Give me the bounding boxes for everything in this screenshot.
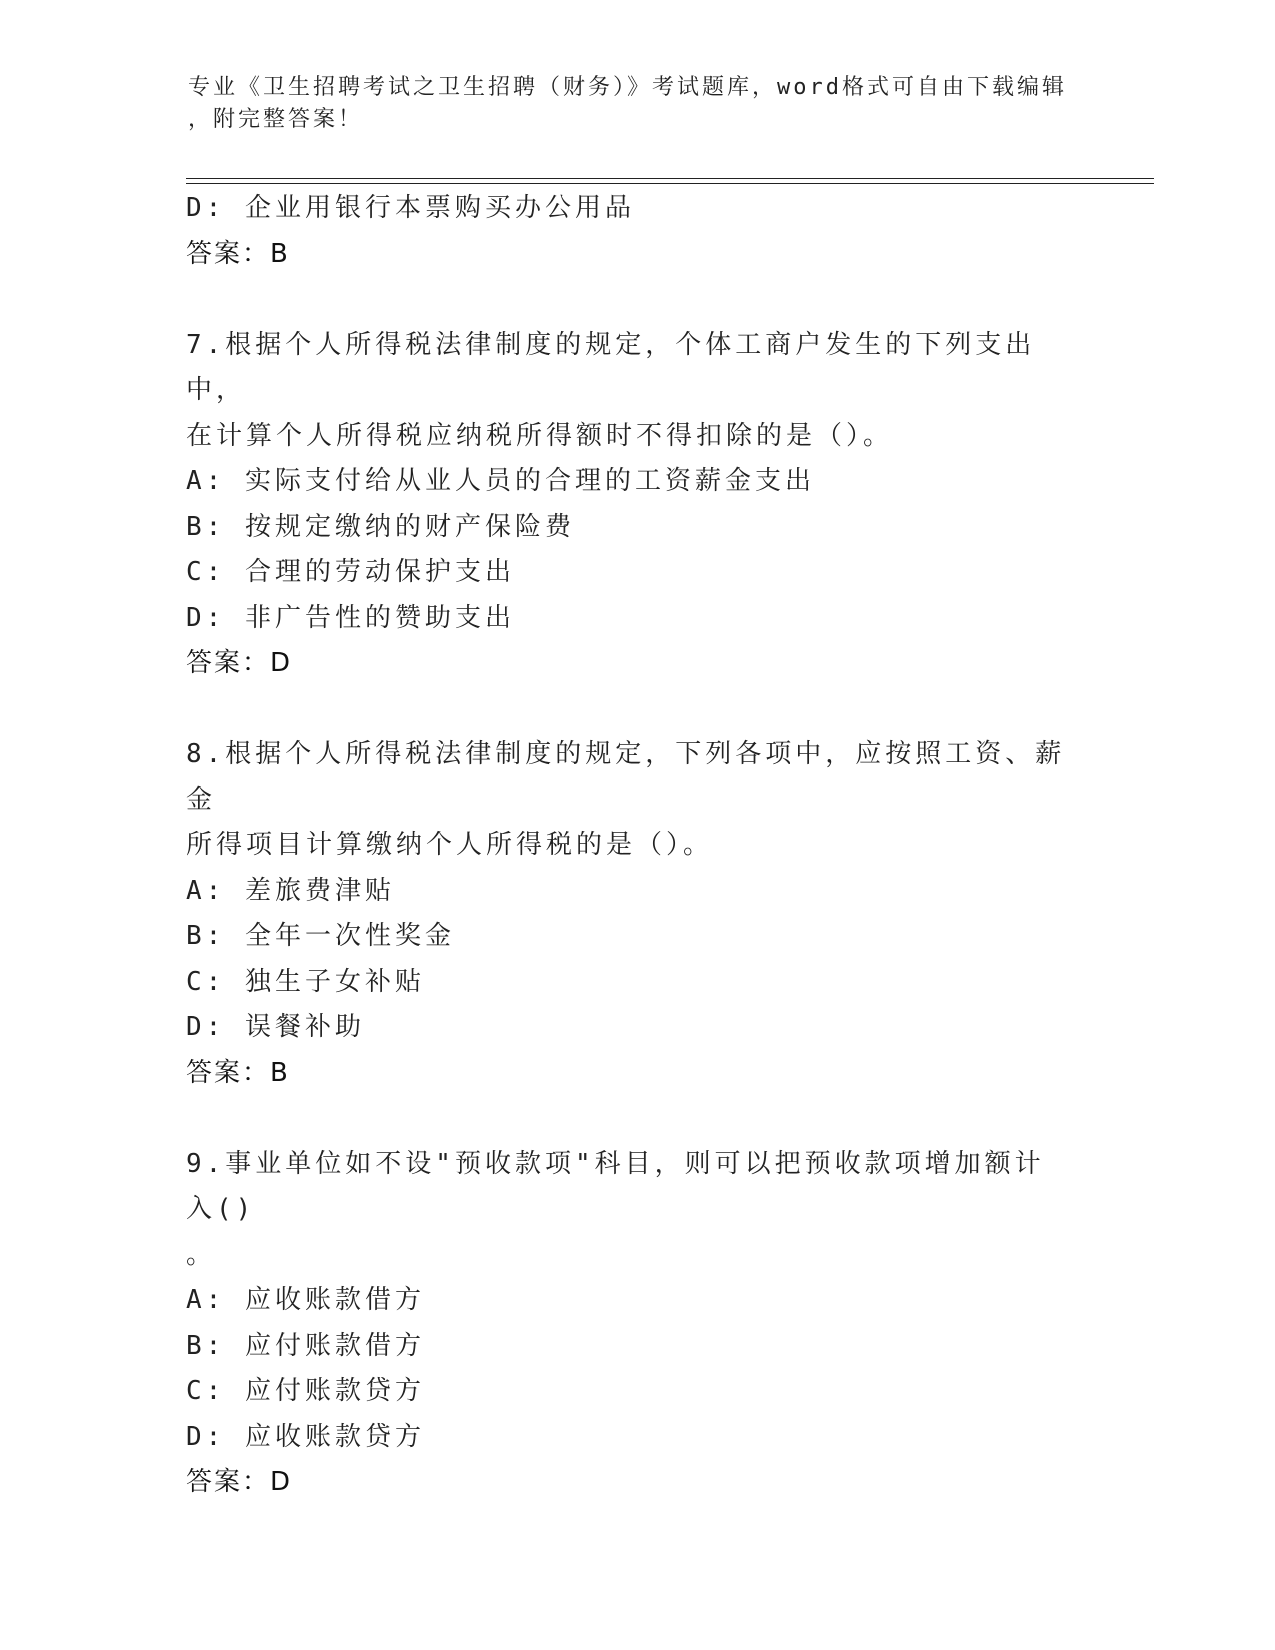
header-rule-top (186, 178, 1154, 179)
option-d: D: 应收账款贷方 (186, 1421, 425, 1452)
question-stem-line: 在计算个人所得税应纳税所得额时不得扣除的是（）。 (186, 420, 894, 451)
option-a: A: 实际支付给从业人员的合理的工资薪金支出 (186, 466, 815, 496)
option-d: D: 非广告性的赞助支出 (186, 602, 515, 633)
option-b: B: 按规定缴纳的财产保险费 (186, 511, 575, 542)
page-header (188, 72, 1068, 136)
option-b: B: 应付账款借方 (186, 1330, 425, 1361)
question-7 (186, 323, 1086, 687)
spacer (186, 687, 1086, 733)
option-c: C: 合理的劳动保护支出 (186, 557, 515, 587)
answer: 答案：D (186, 648, 293, 678)
spacer (186, 1096, 1086, 1142)
option-a: A: 应收账款借方 (186, 1285, 425, 1315)
question-8 (186, 732, 1086, 1096)
question-list (186, 186, 1086, 1506)
question-stem-line: 。 (186, 1239, 217, 1270)
option-b: B: 全年一次性奖金 (186, 921, 455, 951)
question-stem-line: 7.根据个人所得税法律制度的规定，个体工商户发生的下列支出中， (186, 329, 1036, 405)
answer: 答案：B (186, 1057, 290, 1088)
question-stem-line: 8.根据个人所得税法律制度的规定，下列各项中，应按照工资、薪金 (186, 739, 1066, 815)
header-rule-bottom (186, 183, 1154, 184)
question-9 (186, 1142, 1086, 1506)
option-a: A: 差旅费津贴 (186, 875, 395, 906)
question-stem-line: 所得项目计算缴纳个人所得税的是（）。 (186, 830, 714, 860)
answer: 答案：D (186, 1467, 293, 1497)
prev-answer: 答案：B (186, 238, 290, 269)
option-d: D: 误餐补助 (186, 1012, 365, 1042)
spacer (186, 277, 1086, 323)
prev-option-d: D: 企业用银行本票购买办公用品 (186, 193, 635, 223)
option-c: C: 独生子女补贴 (186, 966, 425, 997)
question-stem-line: 9.事业单位如不设"预收款项"科目，则可以把预收款项增加额计入() (186, 1148, 1045, 1224)
option-c: C: 应付账款贷方 (186, 1376, 425, 1406)
header-line-1: 专业《卫生招聘考试之卫生招聘（财务）》考试题库，word格式可自由下载编辑 (188, 75, 1067, 100)
header-line-2: ，附完整答案！ (188, 107, 364, 132)
